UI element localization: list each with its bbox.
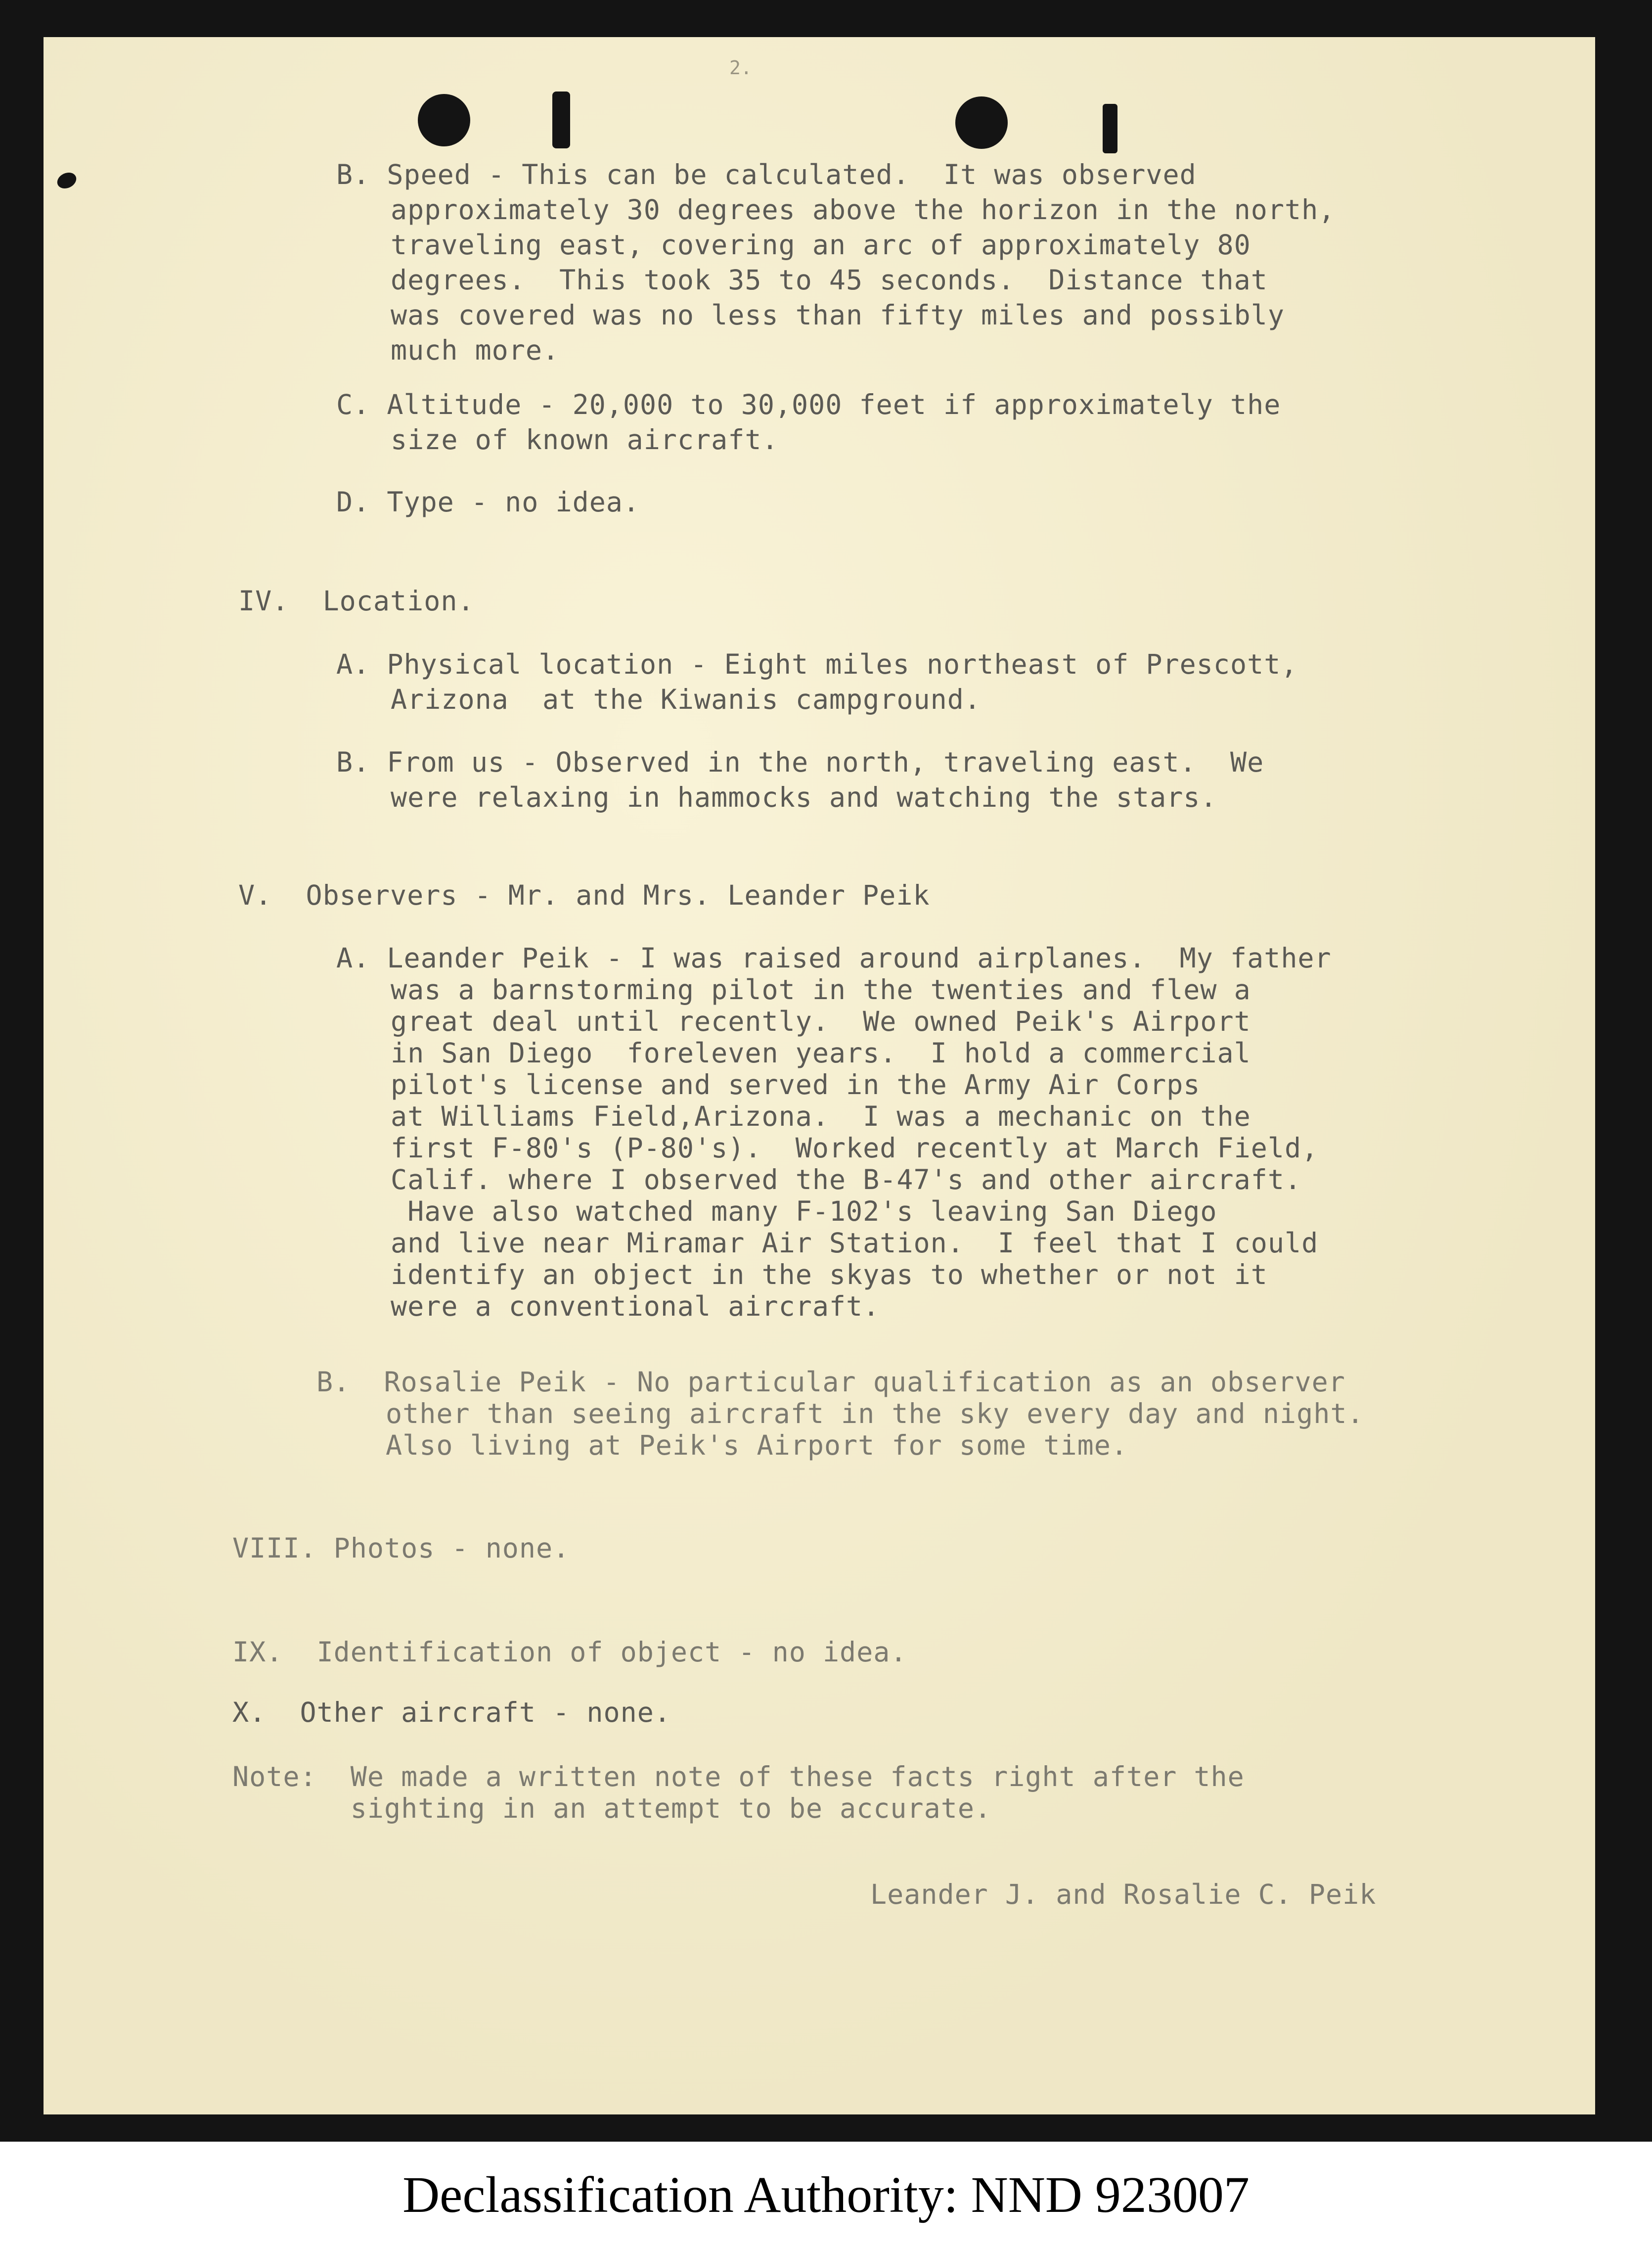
section-speed: B. Speed - This can be calculated. It was observed approximately 30 degrees above the horizon in the north, traveling east, covering an arc of approximately 80 degrees. This took 35 to 45 seconds. Distance that was covered was no less than fifty miles and possibly much more. — [336, 159, 1336, 366]
section-rosalie-peik: B. Rosalie Peik - No particular qualification as an observer other than seeing aircraft in the sky every day and night. Also living at Peik's Airport for some time. — [316, 1366, 1364, 1461]
declassification-footer: Declassification Authority: NND 923007 — [0, 2142, 1652, 2248]
section-identification: IX. Identification of object - no idea. — [232, 1636, 907, 1668]
paper-tear-mark — [552, 92, 570, 148]
section-observers-heading: V. Observers - Mr. and Mrs. Leander Peik — [238, 879, 930, 911]
paper-tear-mark — [1103, 104, 1117, 153]
section-from-us: B. From us - Observed in the north, traveling east. We were relaxing in hammocks and watching the stars. — [336, 746, 1264, 813]
punch-hole-right — [955, 96, 1008, 149]
section-physical-location: A. Physical location - Eight miles northeast of Prescott, Arizona at the Kiwanis campground. — [336, 648, 1298, 715]
signature-line: Leander J. and Rosalie C. Peik — [870, 1879, 1377, 1910]
section-altitude: C. Altitude - 20,000 to 30,000 feet if approximately the size of known aircraft. — [336, 389, 1281, 456]
section-leander-peik: A. Leander Peik - I was raised around airplanes. My father was a barnstorming pilot in the twenties and flew a great deal until recently. We owned Peik's Airport in San Diego foreleven years. I hold a commercial pilot's license and served in the Army Air Corps at Williams Field,Arizona. I was a mechanic on the first F-80's (P-80's). Worked recently at March Field, Calif. where I observed the B-47's and other aircraft. Have also watched many F-102's leaving San Diego and live near Miramar Air Station. I feel that I could identify an object in the skyas to whether or not it were a conventional aircraft. — [336, 942, 1332, 1322]
page-number: 2. — [729, 57, 752, 79]
punch-hole-left — [418, 94, 470, 146]
section-note: Note: We made a written note of these facts right after the sighting in an attempt to be accurate. — [232, 1761, 1245, 1824]
section-photos: VIII. Photos - none. — [232, 1532, 570, 1564]
section-type: D. Type - no idea. — [336, 486, 640, 518]
section-other-aircraft: X. Other aircraft - none. — [232, 1697, 671, 1728]
section-location-heading: IV. Location. — [238, 585, 475, 617]
